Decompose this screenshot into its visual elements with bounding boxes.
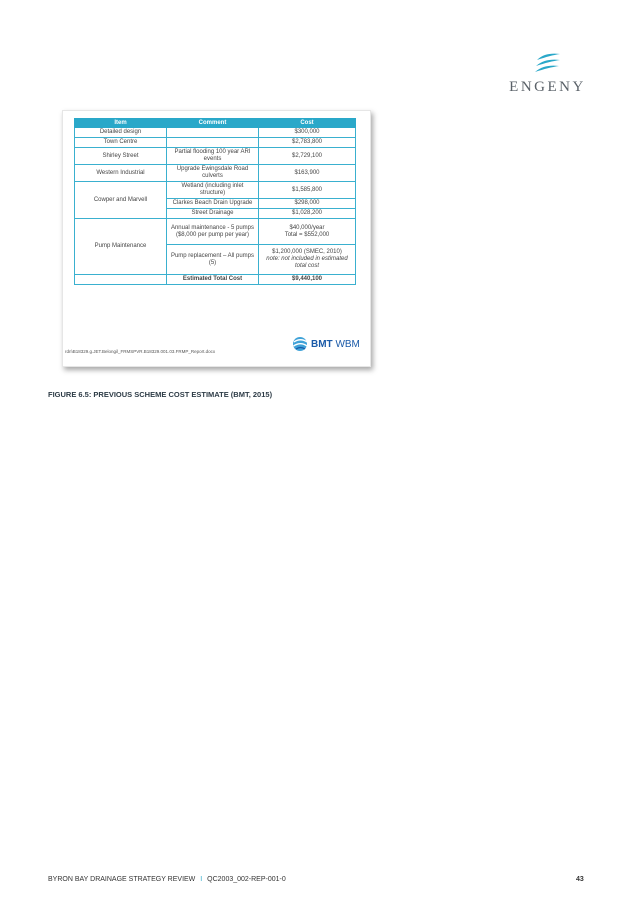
cell-cost: $300,000	[259, 128, 356, 138]
page-number: 43	[576, 876, 584, 883]
wave-icon	[533, 52, 563, 78]
cell-comment: Wetland (including inlet structure)	[167, 182, 259, 199]
cell-item: Pump Maintenance	[75, 219, 167, 275]
cell-comment: Street Drainage	[167, 209, 259, 219]
table-row	[75, 128, 356, 138]
footer-doc-id: QC2003_002-REP-001-0	[207, 876, 286, 883]
figure-caption: FIGURE 6.5: PREVIOUS SCHEME COST ESTIMATE (BMT, 2015)	[48, 390, 273, 399]
cell-cost: $2,729,100	[259, 148, 356, 165]
cell-cost: $163,900	[259, 165, 356, 182]
cell-item: Shirley Street	[75, 148, 167, 165]
cell-cost: $1,585,800	[259, 182, 356, 199]
table-total-row	[75, 275, 356, 285]
cost-estimate-figure	[62, 110, 371, 367]
bmt-light: WBM	[332, 339, 360, 350]
cell-comment: Partial flooding 100 year ARI events	[167, 148, 259, 165]
table-row	[75, 182, 356, 199]
bmt-wbm-logo	[291, 333, 360, 355]
cell-cost: $298,000	[259, 199, 356, 209]
cell-comment: Clarkes Beach Drain Upgrade	[167, 199, 259, 209]
bmt-wordmark	[311, 339, 360, 350]
table-row	[75, 148, 356, 165]
engeny-logo	[505, 52, 590, 97]
cost-line: Total = $552,000	[284, 231, 330, 238]
cell-cost: $2,783,800	[259, 138, 356, 148]
cell-comment: Pump replacement – All pumps (5)	[167, 245, 259, 275]
document-path: rdn\B18329.g.JET.Belongil_FRMSPVR.B18329.001.03.FRMP_Report.docx	[65, 349, 216, 354]
cell-empty	[75, 275, 167, 285]
page-footer	[48, 876, 286, 883]
cell-item: Detailed design	[75, 128, 167, 138]
cell-cost	[259, 245, 356, 275]
bmt-bold: BMT	[311, 339, 333, 350]
table-row	[75, 138, 356, 148]
cell-comment: Upgrade Ewingsdale Road culverts	[167, 165, 259, 182]
cell-item: Cowper and Marvell	[75, 182, 167, 219]
cost-table	[74, 118, 356, 285]
table-row	[75, 219, 356, 245]
globe-icon	[291, 335, 309, 353]
table-header-row	[75, 119, 356, 128]
cost-line: $1,200,000 (SMEC, 2010)	[272, 249, 342, 255]
total-label: Estimated Total Cost	[167, 275, 259, 285]
footer-separator: I	[200, 876, 203, 883]
cell-cost	[259, 219, 356, 245]
cell-item: Western Industrial	[75, 165, 167, 182]
cost-line: $40,000/year	[289, 224, 325, 231]
header-cost: Cost	[259, 119, 356, 128]
header-item: Item	[75, 119, 167, 128]
cell-comment: Annual maintenance - 5 pumps ($8,000 per pump per year)	[167, 219, 259, 245]
logo-wordmark: ENGENY	[509, 79, 586, 95]
total-value: $9,440,100	[259, 275, 356, 285]
footer-title: BYRON BAY DRAINAGE STRATEGY REVIEW	[48, 876, 196, 883]
cell-comment	[167, 138, 259, 148]
cell-item: Town Centre	[75, 138, 167, 148]
cell-comment	[167, 128, 259, 138]
table-row	[75, 165, 356, 182]
cost-note: note: not included in estimated total cost	[266, 256, 348, 269]
cell-cost: $1,028,200	[259, 209, 356, 219]
header-comment: Comment	[167, 119, 259, 128]
